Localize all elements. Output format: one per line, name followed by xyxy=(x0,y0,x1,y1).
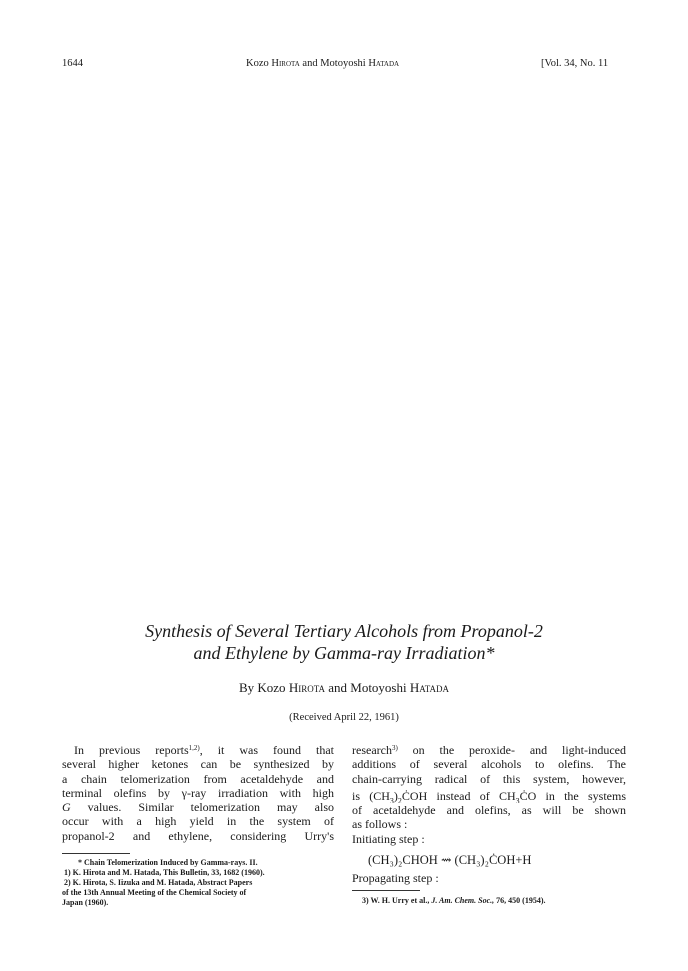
text-line xyxy=(352,743,626,757)
article-title-line-2: and Ethylene by Gamma-ray Irradiation* xyxy=(193,643,495,663)
equation-initiating: (CH₃)₂CHOH ⇝ (CH₃)₂ĊOH+H xyxy=(368,853,532,867)
text-span: research xyxy=(352,743,392,757)
article-authors xyxy=(0,680,688,696)
footnote-3-journal: J. Am. Chem. Soc., xyxy=(431,896,495,905)
text-line: a chain telomerization from acetaldehyde and xyxy=(62,771,334,786)
text-line: Initiating step : xyxy=(352,831,425,846)
text-line: propanol-2 and ethylene, considering Urry's xyxy=(62,828,334,843)
text-line: as follows : xyxy=(352,817,408,832)
text-span: In previous reports xyxy=(74,743,189,757)
volume-label: [Vol. 34, No. 11 xyxy=(541,58,609,69)
footnote-2-cont: Japan (1960). xyxy=(62,898,109,907)
article-title-line-1: Synthesis of Several Tertiary Alcohols from Propanol-2 xyxy=(145,621,543,641)
text-line: of acetaldehyde and olefins, as will be shown xyxy=(352,803,626,818)
text-line xyxy=(62,800,334,814)
italic-g: G xyxy=(62,800,71,815)
propagating-step-label: Propagating step : xyxy=(352,871,439,885)
citation-superscript: 1,2) xyxy=(188,744,200,752)
running-title-author1: Kozo xyxy=(246,58,272,69)
footnote-3-authors: 3) W. H. Urry et al., xyxy=(362,896,432,905)
author2-surname: Hatada xyxy=(409,680,450,695)
text-line: several higher ketones can be synthesized by xyxy=(62,757,334,772)
footnote-1: 1) K. Hirota and M. Hatada, This Bulletin, 33, 1682 (1960). xyxy=(64,868,265,877)
authors-and: and Motoyoshi xyxy=(324,680,410,695)
footnote-2-cont: of the 13th Annual Meeting of the Chemical Society of xyxy=(62,888,247,897)
running-title-author2: and Motoyoshi xyxy=(299,58,369,69)
authors-by: By Kozo xyxy=(238,680,289,695)
text-line: occur with a high yield in the system of xyxy=(62,814,334,829)
text-span: ĊO in the systems xyxy=(519,788,626,803)
text-line: additions of several alcohols to olefins. The xyxy=(352,757,626,772)
citation-superscript: 3) xyxy=(391,744,398,752)
text-line xyxy=(352,789,626,803)
subscript: 2 xyxy=(397,796,402,804)
footnote-2: 2) K. Hirota, S. Iizuka and M. Hatada, Abstract Papers xyxy=(64,878,253,887)
page-number: 1644 xyxy=(62,58,83,69)
text-line xyxy=(62,743,334,757)
text-span: values. Similar telomerization may also xyxy=(70,800,334,815)
received-date: (Received April 22, 1961) xyxy=(289,712,399,723)
running-title-author1-surname: Hirota xyxy=(271,58,300,69)
footnote-3-citation: 76, 450 (1954). xyxy=(494,896,546,905)
author1-surname: Hirota xyxy=(288,680,325,695)
text-line: chain-carrying radical of this system, however, xyxy=(352,771,626,786)
text-span: on the peroxide- and light-induced xyxy=(397,743,626,757)
footnote-3 xyxy=(362,896,545,906)
text-line: terminal olefins by γ-ray irradiation with high xyxy=(62,785,334,800)
text-span: is (CH xyxy=(352,788,390,803)
footnote-star: * Chain Telomerization Induced by Gamma-rays. II. xyxy=(78,858,258,867)
text-span: ) xyxy=(393,788,398,803)
text-span: ĊOH instead of CH xyxy=(401,788,516,803)
right-column-paragraph xyxy=(352,743,626,846)
subscript: 3 xyxy=(389,796,394,804)
running-title-author2-surname: Hatada xyxy=(368,58,400,69)
subscript: 3 xyxy=(515,796,520,804)
footnote-rule xyxy=(352,890,420,891)
left-column-paragraph xyxy=(62,743,334,843)
text-span: , it was found that xyxy=(199,743,334,757)
footnote-rule xyxy=(62,853,130,854)
running-title xyxy=(246,58,399,69)
